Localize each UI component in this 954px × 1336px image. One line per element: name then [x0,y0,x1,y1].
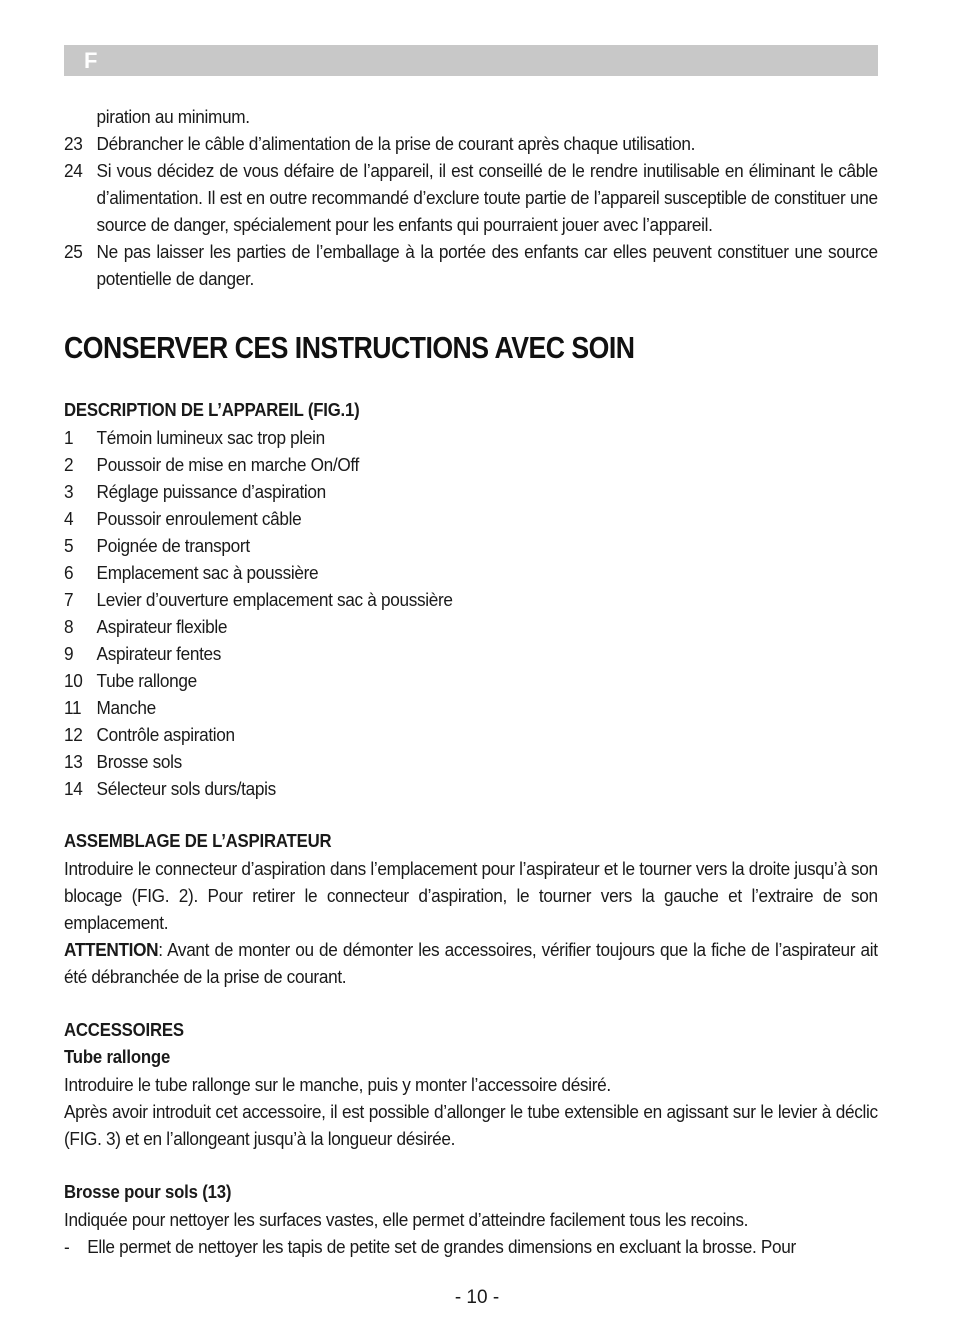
list-item [64,451,878,478]
list-item [64,586,878,613]
description-section [64,397,878,802]
attention-label: ATTENTION [64,939,159,960]
item-text: Aspirateur fentes [96,643,222,664]
list-item [64,1233,878,1260]
language-marker: F [84,48,98,73]
item-text: Poussoir enroulement câble [96,508,302,529]
item-text: Contrôle aspiration [96,724,235,745]
item-text: Sélecteur sols durs/tapis [96,778,276,799]
item-number: 4 [64,508,74,529]
intro-section [64,103,878,292]
description-list [64,424,878,802]
list-item [64,748,878,775]
attention-text: : Avant de monter ou de démonter les accessoires, vérifier toujours que la fiche de l’aspirateur ait été débranchée de la prise de courant. [64,939,878,987]
item-text: Aspirateur flexible [96,616,228,637]
item-text: Témoin lumineux sac trop plein [96,427,325,448]
list-item [64,559,878,586]
item-number: 6 [64,562,74,583]
list-item [64,424,878,451]
list-item [64,721,878,748]
item-number: 2 [64,454,74,475]
list-item [64,694,878,721]
tube-heading: Tube rallonge [64,1047,171,1067]
item-number: 8 [64,616,74,637]
list-item [64,775,878,802]
list-item [64,667,878,694]
item-number: 25 [64,241,83,262]
item-number: 9 [64,643,74,664]
description-heading: DESCRIPTION DE L’APPAREIL (FIG.1) [64,400,360,420]
item-text: Elle permet de nettoyer les tapis de petite set de grandes dimensions en excluant la brosse. Pour [87,1236,796,1257]
list-item [64,505,878,532]
item-text: Manche [96,697,156,718]
item-text: Si vous décidez de vous défaire de l’appareil, il est conseillé de le rendre inutilisable en éliminant le câble d’alimentation. Il est en outre recommandé d’exclure toute partie de l’appareil susceptible de constituer une source de danger, spécialement pour les enfants qui pourraient jouer avec l’appareil. [96,160,878,235]
item-text: Ne pas laisser les parties de l’emballage à la portée des enfants car elles peuvent constituer une source potentielle de danger. [96,241,878,289]
item-text: Poussoir de mise en marche On/Off [96,454,359,475]
item-number: 3 [64,481,74,502]
accessories-section [64,1017,878,1260]
list-item [64,130,878,157]
tube-paragraph-1: Introduire le tube rallonge sur le manche, puis y monter l’accessoire désiré. [64,1074,611,1095]
item-text: Réglage puissance d’aspiration [96,481,326,502]
item-text: Tube rallonge [96,670,197,691]
item-text: Levier d’ouverture emplacement sac à poussière [96,589,453,610]
header-bar [64,45,878,76]
item-number: 24 [64,160,83,181]
assembly-paragraph: Introduire le connecteur d’aspiration dans l’emplacement pour l’aspirateur et le tourner vers la droite jusqu’à son blocage (FIG. 2). Pour retirer le connecteur d’aspiration, le tourner vers la gauche et l’extraire de son emplacement. [64,858,878,933]
main-title: CONSERVER CES INSTRUCTIONS AVEC SOIN [64,330,635,365]
attention-paragraph [64,936,878,990]
item-number: 13 [64,751,83,772]
safety-list [64,130,878,292]
item-number: 7 [64,589,74,610]
list-item [64,613,878,640]
tube-paragraph-2: Après avoir introduit cet accessoire, il est possible d’allonger le tube extensible en agissant sur le levier à déclic (FIG. 3) et en l’allongeant jusqu’à la longueur désirée. [64,1101,878,1149]
item-number: 12 [64,724,83,745]
page-number: - 10 - [454,1287,500,1308]
list-item [64,532,878,559]
list-item [64,640,878,667]
assembly-heading: ASSEMBLAGE DE L’ASPIRATEUR [64,831,332,851]
item-number: 14 [64,778,83,799]
item-number: 1 [64,427,74,448]
brush-heading: Brosse pour sols (13) [64,1182,232,1202]
accessories-heading: ACCESSOIRES [64,1020,184,1040]
item-text: Poignée de transport [96,535,250,556]
brush-paragraph: Indiquée pour nettoyer les surfaces vastes, elle permet d’atteindre facilement tous les recoins. [64,1209,749,1230]
list-item [64,238,878,292]
item-number: 23 [64,133,83,154]
item-number: 11 [64,697,82,718]
assembly-section [64,828,878,990]
list-item [64,157,878,238]
item-number: 10 [64,670,83,691]
item-text: Emplacement sac à poussière [96,562,319,583]
list-item [64,478,878,505]
dash-marker: - [64,1236,70,1257]
intro-continuation: piration au minimum. [96,106,250,127]
item-text: Débrancher le câble d’alimentation de la prise de courant après chaque utilisation. [96,133,696,154]
item-number: 5 [64,535,74,556]
item-text: Brosse sols [96,751,182,772]
